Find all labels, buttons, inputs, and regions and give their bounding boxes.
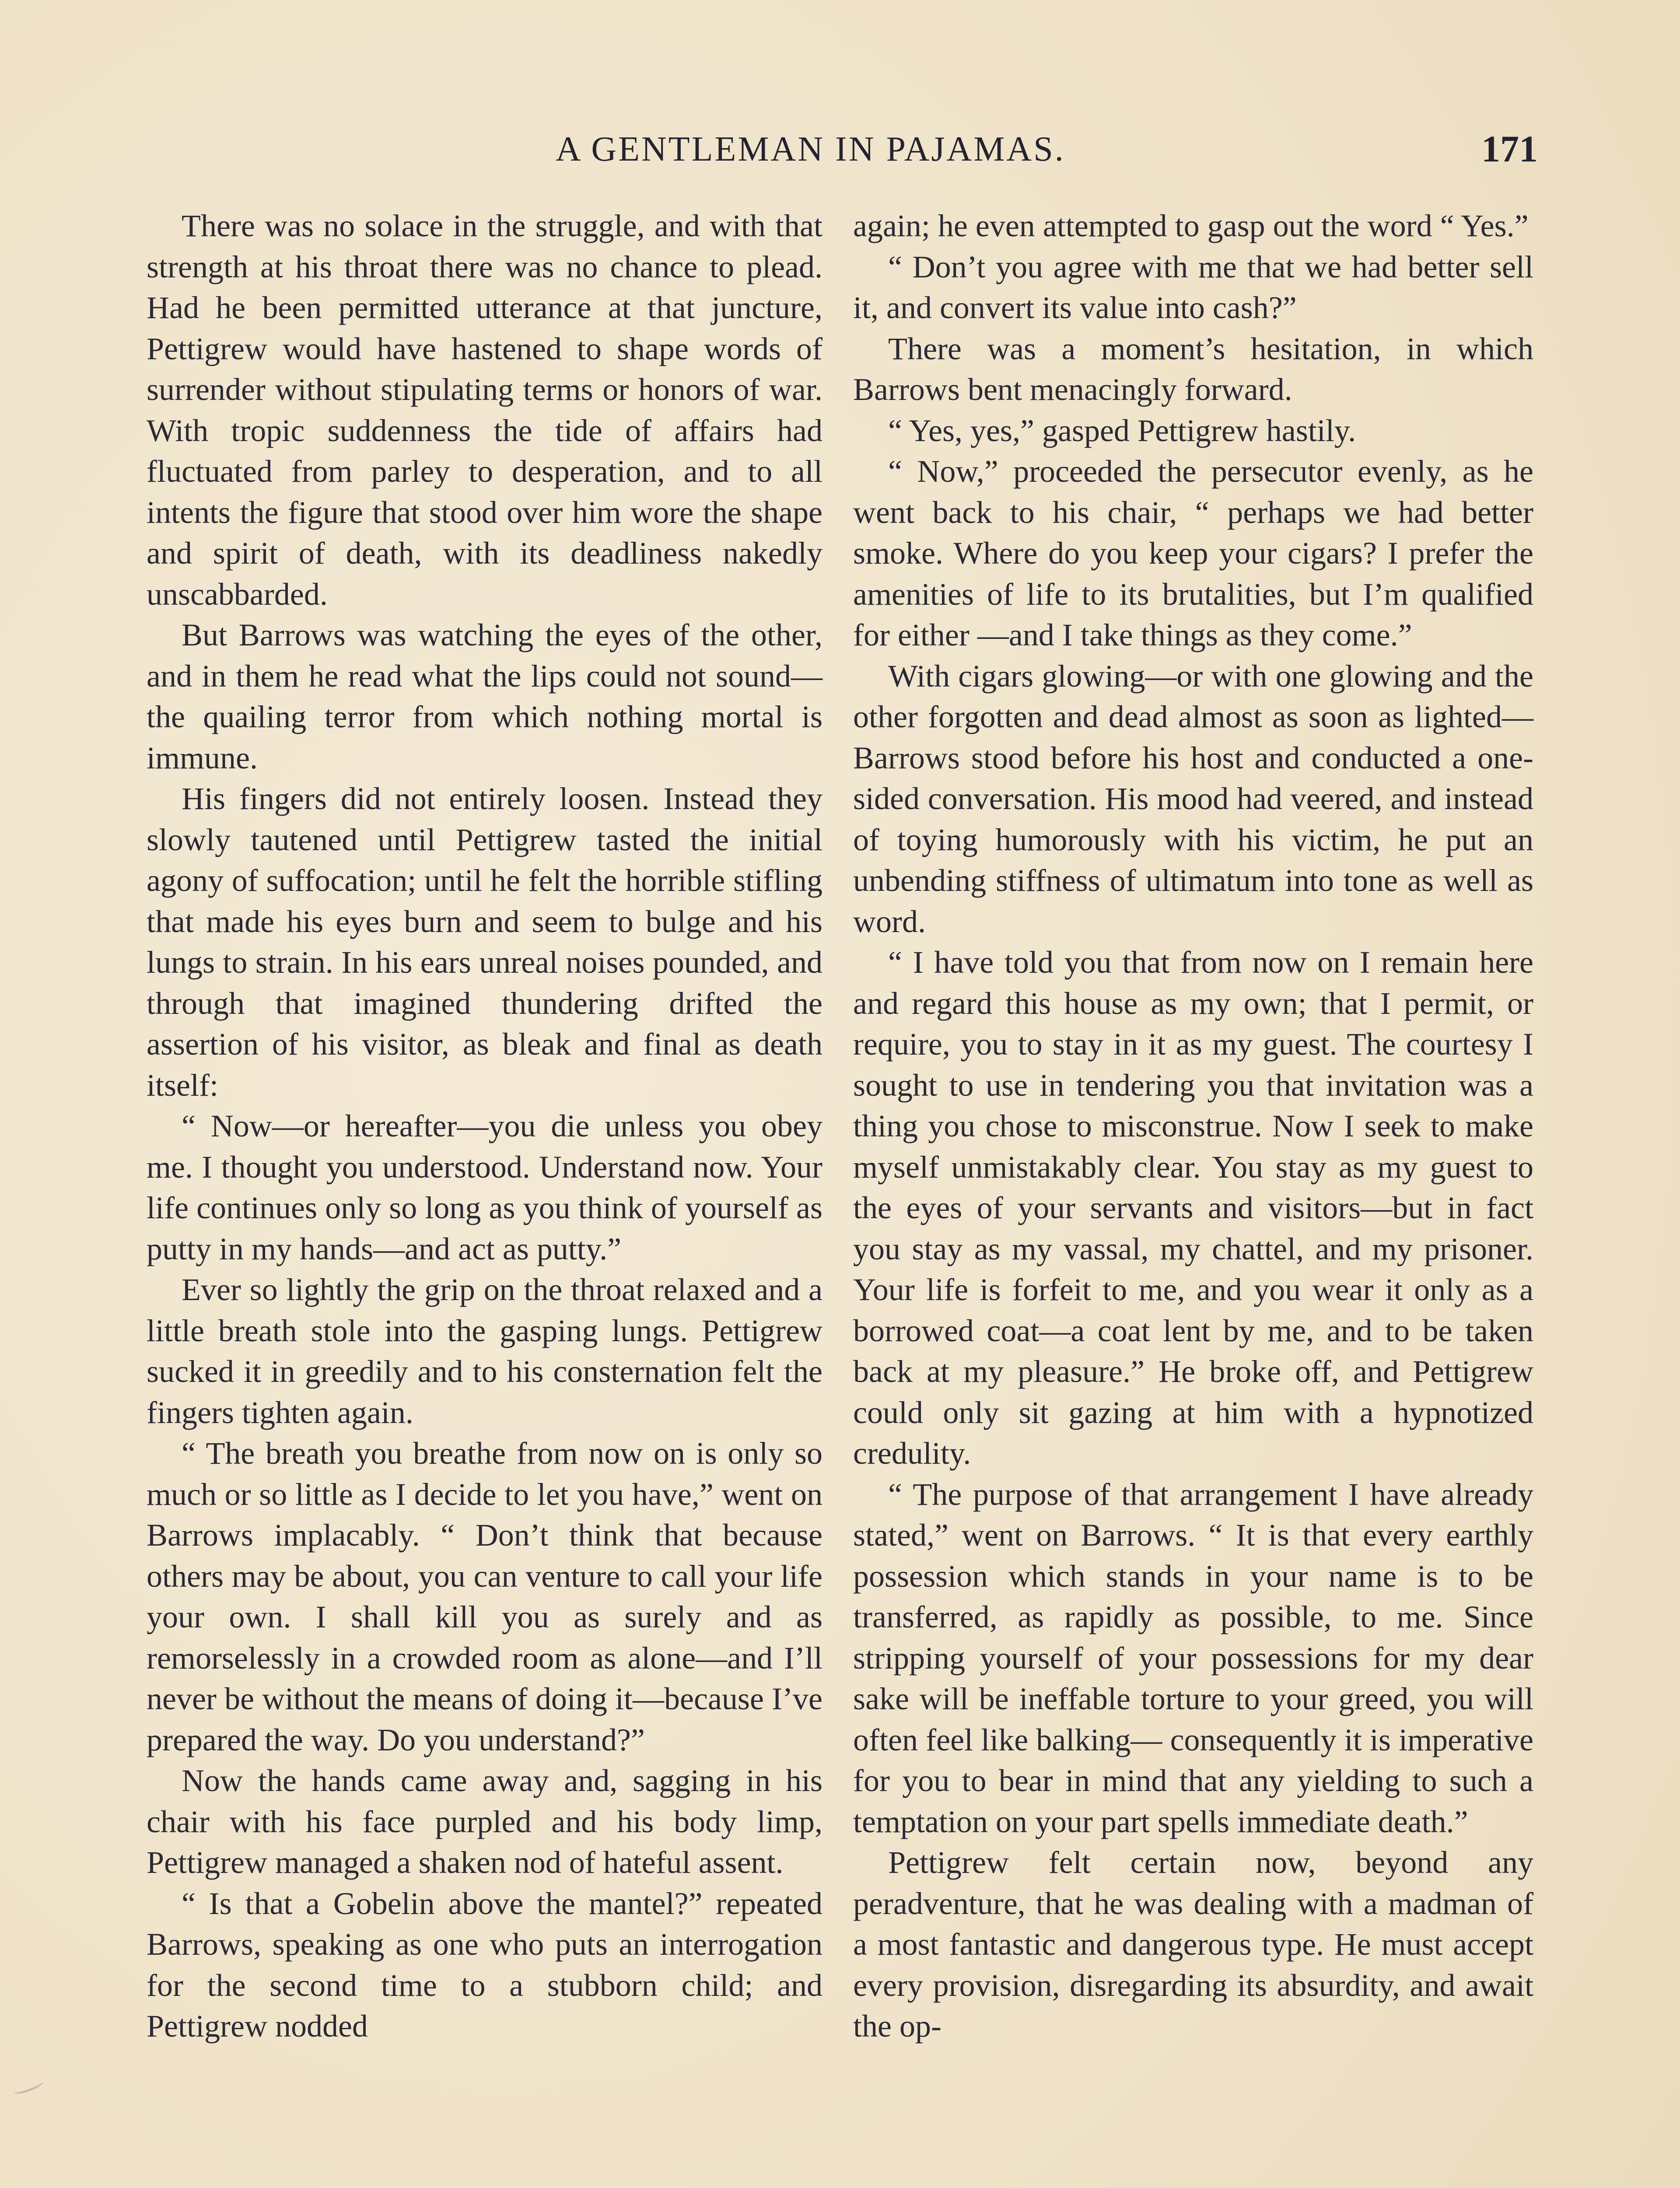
- paragraph: “ Yes, yes,” gasped Pettigrew hastily.: [888, 413, 1356, 448]
- running-head-title: A GENTLEMAN IN PAJAMAS.: [556, 130, 1065, 168]
- ink-mark: [13, 2078, 44, 2097]
- paragraph: There was no solace in the struggle, and with that strength at his throat there was no chance to plead. Had he been permitted utterance at that juncture, Pettigrew would have hastened to shape words of surrender without stipulating terms or honors of war. With tropic suddenness the tide of affairs had fluctuated from parley to desperation, and to all intents the figure that stood over him wore the shape and spirit of death, with its deadliness nakedly unscabbarded.: [147, 208, 822, 612]
- paragraph: “ Now,” proceeded the persecutor evenly, as he went back to his chair, “ perhaps we had better smoke. Where do you keep your cigars? I prefer the amenities of life to its brutalities, but I’m qualified for either —and I take things as they come.”: [853, 454, 1533, 652]
- right-text-column: [853, 206, 1533, 2047]
- paragraph: Now the hands came away and, sagging in his chair with his face purpled and his body limp, Pettigrew managed a shaken nod of hateful assent.: [147, 1763, 822, 1880]
- paragraph: “ Don’t you agree with me that we had better sell it, and convert its value into cash?”: [853, 249, 1533, 325]
- page-number: 171: [1481, 128, 1538, 170]
- paragraph: “ The breath you breathe from now on is only so much or so little as I decide to let you have,” went on Barrows implacably. “ Don’t think that because others may be about, you can venture to call your life your own. I shall kill you as surely and as remorselessly in a crowded room as alone—and I’ll never be without the means of doing it—because I’ve prepared the way. Do you understand?”: [147, 1436, 822, 1757]
- paragraph: “ I have told you that from now on I remain here and regard this house as my own; that I permit, or require, you to stay in it as my guest. The courtesy I sought to use in tendering you that invitation was a thing you chose to misconstrue. Now I seek to make myself unmistakably clear. You stay as my guest to the eyes of your servants and visitors—but in fact you stay as my vassal, my chattel, and my prisoner. Your life is forfeit to me, and you wear it only as a borrowed coat—a coat lent by me, and to be taken back at my pleasure.” He broke off, and Pettigrew could only sit gazing at him with a hypnotized credulity.: [853, 945, 1533, 1471]
- paragraph: “ Now—or hereafter—you die unless you obey me. I thought you understood. Understand now. Your life continues only so long as you think of yourself as putty in my hands—and act as putty.”: [147, 1108, 822, 1266]
- paragraph: Pettigrew felt certain now, beyond any peradventure, that he was dealing with a madman of a most fantastic and dangerous type. He must accept every provision, disregarding its absurdity, and await the op-: [853, 1845, 1533, 2044]
- paragraph: Ever so lightly the grip on the throat relaxed and a little breath stole into the gasping lungs. Pettigrew sucked it in greedily and to his consternation felt the fingers tighten again.: [147, 1272, 822, 1430]
- paragraph: But Barrows was watching the eyes of the other, and in them he read what the lips could not sound—the quailing terror from which nothing mortal is immune.: [147, 617, 822, 775]
- paragraph: again; he even attempted to gasp out the word “ Yes.”: [853, 208, 1529, 243]
- paragraph: “ The purpose of that arrangement I have already stated,” went on Barrows. “ It is that every earthly possession which stands in your name is to be transferred, as rapidly as possible, to me. Since stripping yourself of your possessions for my dear sake will be ineffable torture to your greed, you will often feel like balking— consequently it is imperative for you to bear in mind that any yielding to such a temptation on your part spells immediate death.”: [853, 1476, 1533, 1839]
- left-text-column: [147, 206, 822, 2047]
- paragraph: With cigars glowing—or with one glowing and the other forgotten and dead almost as soon as lighted—Barrows stood before his host and conducted a one-sided conversation. His mood had veered, and instead of toying humorously with his victim, he put an unbending stiffness of ultimatum into tone as well as word.: [853, 658, 1533, 939]
- paragraph: His fingers did not entirely loosen. Instead they slowly tautened until Pettigrew tasted the initial agony of suffocation; until he felt the horrible stifling that made his eyes burn and seem to bulge and his lungs to strain. In his ears unreal noises pounded, and through that imagined thundering drifted the assertion of his visitor, as bleak and final as death itself:: [147, 781, 822, 1103]
- paragraph: There was a moment’s hesitation, in which Barrows bent menacingly forward.: [853, 331, 1533, 407]
- paragraph: “ Is that a Gobelin above the mantel?” repeated Barrows, speaking as one who puts an interrogation for the second time to a stubborn child; and Pettigrew nodded: [147, 1886, 822, 2044]
